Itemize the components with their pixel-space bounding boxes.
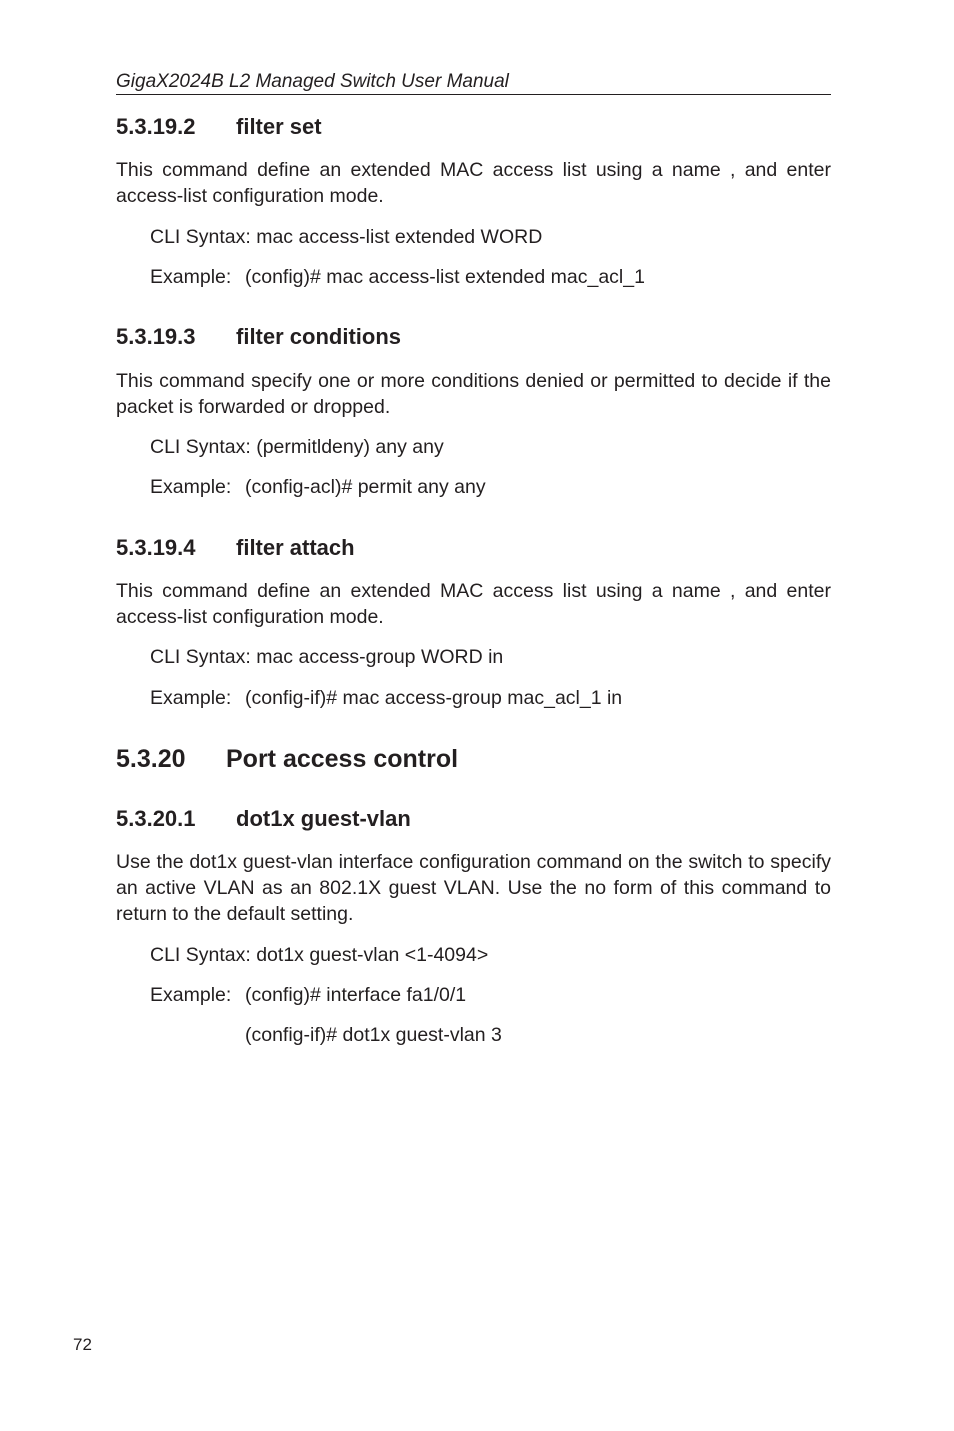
section-number: 5.3.20.1 (116, 806, 196, 831)
page-number: 72 (73, 1335, 92, 1354)
section-body: This command define an extended MAC access list using a name , and enter access-list configuration mode. (116, 159, 831, 207)
section-title: dot1x guest-vlan (236, 806, 411, 831)
section-heading-filter-set (116, 114, 322, 140)
cli-syntax: CLI Syntax: mac access-list extended WORD (150, 226, 543, 248)
example-label: Example: (150, 266, 232, 288)
cli-syntax: CLI Syntax: mac access-group WORD in (150, 646, 504, 668)
section-heading-filter-attach (116, 535, 355, 561)
section-title: Port access control (226, 745, 459, 773)
example-command-continued: (config-if)# dot1x guest-vlan 3 (245, 1024, 502, 1046)
section-number: 5.3.20 (116, 745, 186, 773)
section-title: filter set (236, 114, 322, 139)
example-line (150, 982, 466, 1008)
cli-syntax: CLI Syntax: (permitldeny) any any (150, 436, 444, 458)
running-header: GigaX2024B L2 Managed Switch User Manual (116, 70, 831, 95)
example-command: (config)# mac access-list extended mac_acl_1 (245, 266, 645, 288)
example-line (150, 685, 622, 711)
example-command: (config)# interface fa1/0/1 (245, 984, 467, 1006)
section-body: This command define an extended MAC access list using a name , and enter access-list configuration mode. (116, 580, 831, 628)
example-label: Example: (150, 476, 232, 498)
section-heading-port-access-control (116, 744, 458, 774)
section-title: filter conditions (236, 324, 401, 349)
cli-syntax: CLI Syntax: dot1x guest-vlan <1-4094> (150, 944, 489, 966)
section-heading-filter-conditions (116, 324, 401, 350)
section-number: 5.3.19.2 (116, 114, 196, 139)
section-number: 5.3.19.4 (116, 535, 196, 560)
section-title: filter attach (236, 535, 355, 560)
example-label: Example: (150, 687, 232, 709)
example-line (150, 264, 645, 290)
section-heading-dot1x-guest-vlan (116, 806, 411, 832)
example-label: Example: (150, 984, 232, 1006)
example-command: (config-if)# mac access-group mac_acl_1 in (245, 687, 623, 709)
example-line (150, 474, 486, 500)
section-body: Use the dot1x guest-vlan interface configuration command on the switch to specify an active VLAN as an 802.1X guest VLAN. Use the no form of this command to return to the default setting. (116, 851, 831, 925)
section-number: 5.3.19.3 (116, 324, 196, 349)
example-command: (config-acl)# permit any any (245, 476, 486, 498)
section-body: This command specify one or more conditions denied or permitted to decide if the packet is forwarded or dropped. (116, 370, 831, 418)
